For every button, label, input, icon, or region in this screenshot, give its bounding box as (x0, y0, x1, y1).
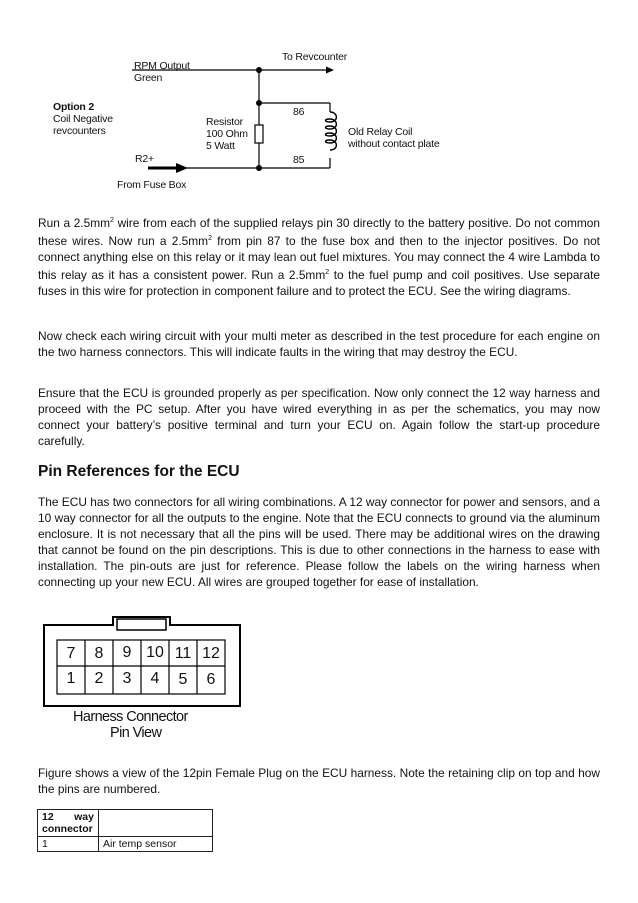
table-header-cell: 12 way connector (38, 810, 99, 837)
option-title: Option 2 (53, 101, 94, 113)
pin-8: 8 (94, 645, 104, 662)
paragraph-check-circuits: Now check each wiring circuit with your multi meter as described in the test procedure for each engine on the two harness connectors. This will indicate faults in the wiring that may destroy the ECU. (38, 329, 600, 359)
pin-table (37, 809, 213, 852)
to-revcounter-label: To Revcounter (282, 51, 348, 63)
pin-12: 12 (202, 645, 220, 662)
pin-11: 11 (174, 645, 192, 662)
connector-caption-2: Pin View (110, 725, 162, 741)
relay-label-1: Old Relay Coil (348, 126, 413, 138)
rpm-output-label: RPM Output (134, 60, 190, 72)
paragraph-wiring: Run a $2.5mm^2$ wire from each of the supplied relays pin 30 directly to the battery positive. Do not common these wires. Now run a $2.5mm^2$ from pin 87 to the fuse box and then to the injector positives. Do not connect anything else on this relay or it may lean out fuel mixtures. You may connect the 4 wire Lambda to this relay as it has a consistent power. Run a $2.5mm^2$ to the fuel pump and coil positives. Use separate fuses in this wire for protection in component failure and to protect the ECU. See the wiring diagrams. (38, 215, 600, 298)
resistor-watt-label: 5 Watt (206, 140, 235, 152)
pin-description-cell: Air temp sensor (99, 837, 213, 852)
option-line1: Coil Negative (53, 113, 113, 125)
retaining-clip (117, 619, 166, 630)
section-heading: Pin References for the ECU (38, 463, 240, 480)
resistor-symbol (255, 125, 263, 143)
pin85-label: 85 (293, 154, 305, 166)
pin-5: 5 (178, 671, 188, 688)
pin-2: 2 (94, 670, 104, 687)
relay-label-2: without contact plate (348, 138, 440, 150)
green-label: Green (134, 72, 163, 84)
pin-1: 1 (66, 670, 76, 687)
paragraph-grounding: Ensure that the ECU is grounded properly as per specification. Now only connect the 12 way harness and proceed with the PC setup. After you have wired everything in as per the schematics, you may now connect your battery’s positive terminal and turn your ECU on. Again follow the start-up procedure carefully. (38, 386, 600, 448)
rpm-arrow (326, 67, 334, 74)
pin-6: 6 (206, 671, 216, 688)
pin-3: 3 (122, 670, 132, 687)
pin-4: 4 (150, 670, 160, 687)
resistor-label: Resistor (206, 116, 243, 128)
pin-9: 9 (122, 644, 132, 661)
pin-number-cell: 1 (38, 837, 99, 852)
wiring-diagram (0, 0, 638, 200)
connector-caption-1: Harness Connector (73, 709, 188, 725)
paragraph-figure-note: Figure shows a view of the 12pin Female Plug on the ECU harness. Note the retaining clip on top and how the pins are numbered. (38, 766, 600, 796)
relay-coil (326, 112, 337, 150)
option-line2: revcounters (53, 125, 106, 137)
from-fuse-box-label: From Fuse Box (117, 179, 187, 191)
pin-7: 7 (66, 645, 76, 662)
table-row (38, 837, 213, 852)
pin-10: 10 (146, 644, 164, 661)
pin86-label: 86 (293, 106, 305, 118)
paragraph-pin-references: The ECU has two connectors for all wiring combinations. A 12 way connector for power and sensors, and a 10 way connector for all the outputs to the engine. Note that the ECU connects to ground via the aluminum enclosure. It is not necessary that all the pins will be used. There may be additional wires on the drawing that cannot be found on the pin descriptions. This is due to other connections in the harness to ease with installation. The pin-outs are just for reference. Please follow the labels on the wiring harness when connecting up your new ECU. All wires are grouped together for ease of installation. (38, 495, 600, 589)
table-header-row (38, 810, 213, 837)
resistor-ohm-label: 100 Ohm (206, 128, 248, 140)
r2-label: R2+ (135, 153, 154, 165)
